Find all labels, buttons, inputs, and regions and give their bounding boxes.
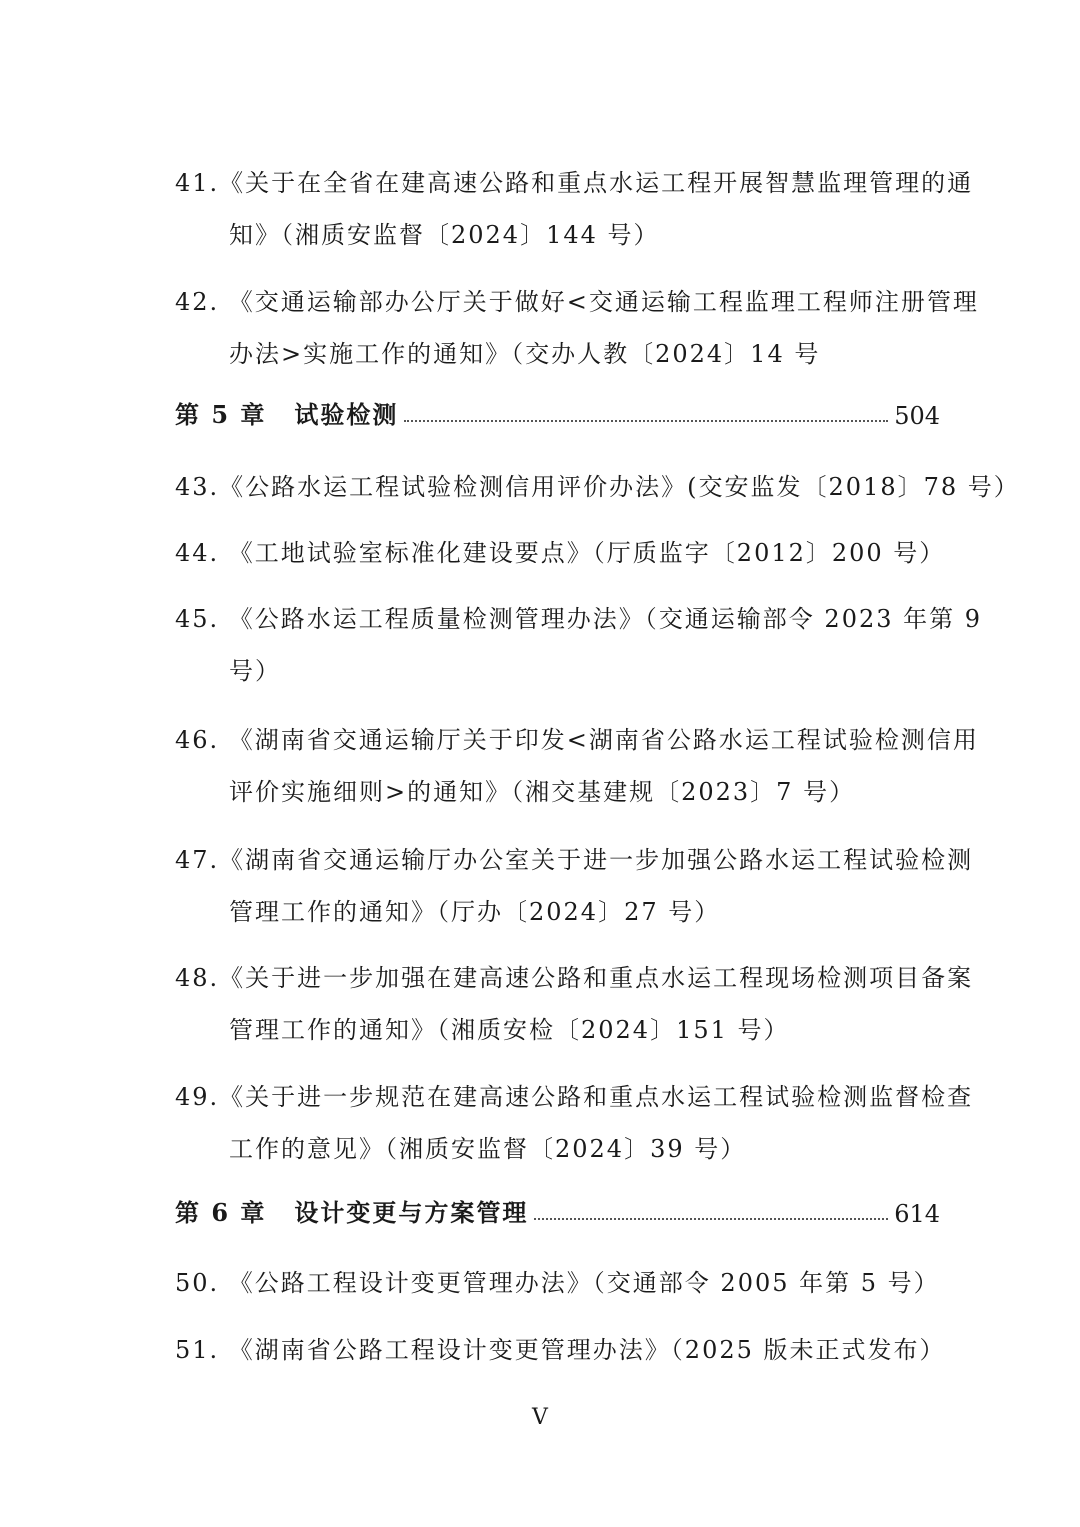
item-line: 48.《关于进一步加强在建高速公路和重点水运工程现场检测项目备案 [175, 964, 974, 992]
item-line: 工作的意见》（湘质安监督〔2024〕39 号） [229, 1135, 747, 1163]
chapter-page-number: 614 [894, 1200, 940, 1228]
item-line: 办法>实施工作的通知》（交办人教〔2024〕14 号 [229, 340, 821, 368]
chapter-number: 第 6 章 [175, 1198, 267, 1227]
item-line: 50. 《公路工程设计变更管理办法》（交通部令 2005 年第 5 号） [175, 1269, 940, 1297]
item-line: 43.《公路水运工程试验检测信用评价办法》(交安监发〔2018〕78 号） [175, 473, 1020, 501]
list-item [175, 467, 1020, 503]
list-item [175, 1263, 940, 1299]
leader-dots [534, 1218, 888, 1220]
item-line: 44. 《工地试验室标准化建设要点》（厅质监字〔2012〕200 号） [175, 539, 946, 567]
item-line: 管理工作的通知》（厅办〔2024〕27 号） [229, 898, 721, 926]
list-item [175, 958, 974, 1048]
item-line: 46. 《湖南省交通运输厅关于印发<湖南省公路水运工程试验检测信用 [175, 726, 979, 754]
list-item [175, 599, 983, 689]
item-line: 45. 《公路水运工程质量检测管理办法》（交通运输部令 2023 年第 9 [175, 605, 983, 633]
chapter-heading [175, 1196, 940, 1228]
list-item [175, 1077, 974, 1167]
list-item [175, 533, 946, 569]
chapter-heading [175, 398, 940, 430]
item-line: 42. 《交通运输部办公厅关于做好<交通运输工程监理工程师注册管理 [175, 288, 979, 316]
item-line: 评价实施细则>的通知》（湘交基建规〔2023〕7 号） [229, 778, 856, 806]
chapter-page-number: 504 [894, 402, 940, 430]
item-line: 51. 《湖南省公路工程设计变更管理办法》（2025 版未正式发布） [175, 1336, 946, 1364]
chapter-title: 设计变更与方案管理 [294, 1198, 529, 1227]
item-line: 号） [229, 657, 281, 685]
list-item [175, 1330, 946, 1366]
chapter-title: 试验检测 [294, 400, 399, 429]
page-number-footer: V [532, 1405, 548, 1430]
list-item [175, 720, 979, 810]
list-item [175, 163, 974, 253]
item-line: 41.《关于在全省在建高速公路和重点水运工程开展智慧监理管理的通 [175, 169, 974, 197]
item-line: 47.《湖南省交通运输厅办公室关于进一步加强公路水运工程试验检测 [175, 846, 974, 874]
chapter-number: 第 5 章 [175, 400, 267, 429]
item-line: 49.《关于进一步规范在建高速公路和重点水运工程试验检测监督检查 [175, 1083, 974, 1111]
list-item [175, 282, 979, 372]
item-line: 管理工作的通知》（湘质安检〔2024〕151 号） [229, 1016, 790, 1044]
leader-dots [404, 420, 888, 422]
item-line: 知》（湘质安监督〔2024〕144 号） [229, 221, 660, 249]
list-item [175, 840, 974, 930]
